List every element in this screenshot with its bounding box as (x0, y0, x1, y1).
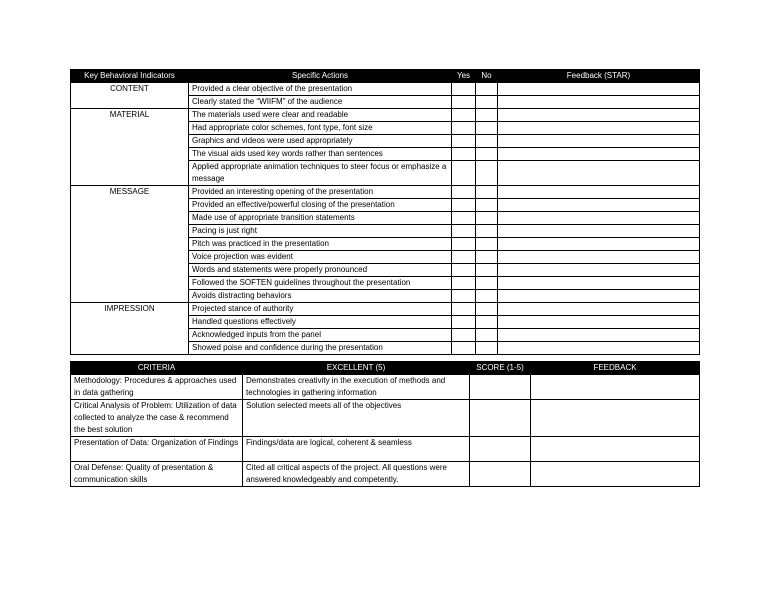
no-cell[interactable] (476, 122, 498, 135)
action-cell: Voice projection was evident (189, 251, 452, 264)
header-feedback-star: Feedback (STAR) (498, 70, 700, 83)
feedback-cell[interactable] (498, 199, 700, 212)
category-cell: IMPRESSION (71, 303, 189, 355)
yes-cell[interactable] (452, 342, 476, 355)
no-cell[interactable] (476, 251, 498, 264)
action-cell: Had appropriate color schemes, font type, font size (189, 122, 452, 135)
feedback-cell[interactable] (498, 251, 700, 264)
header-excellent: EXCELLENT (5) (243, 362, 470, 375)
no-cell[interactable] (476, 264, 498, 277)
excellent-cell: Findings/data are logical, coherent & seamless (243, 437, 470, 462)
table-row (71, 437, 700, 462)
table-header-row (71, 362, 700, 375)
feedback-cell[interactable] (498, 122, 700, 135)
action-cell: Words and statements were properly pronounced (189, 264, 452, 277)
score-cell[interactable] (470, 462, 531, 487)
action-cell: The visual aids used key words rather than sentences (189, 148, 452, 161)
feedback-cell[interactable] (498, 161, 700, 186)
header-specific-actions: Specific Actions (189, 70, 452, 83)
action-cell: Graphics and videos were used appropriately (189, 135, 452, 148)
header-score: SCORE (1-5) (470, 362, 531, 375)
yes-cell[interactable] (452, 109, 476, 122)
feedback-cell[interactable] (498, 109, 700, 122)
feedback-cell[interactable] (531, 400, 700, 437)
yes-cell[interactable] (452, 225, 476, 238)
action-cell: Applied appropriate animation techniques to steer focus or emphasize a message (189, 161, 452, 186)
excellent-cell: Cited all critical aspects of the project. All questions were answered knowledgeably and competently. (243, 462, 470, 487)
criteria-cell: Methodology: Procedures & approaches used in data gathering (71, 375, 243, 400)
yes-cell[interactable] (452, 290, 476, 303)
feedback-cell[interactable] (498, 303, 700, 316)
yes-cell[interactable] (452, 303, 476, 316)
no-cell[interactable] (476, 212, 498, 225)
yes-cell[interactable] (452, 316, 476, 329)
score-cell[interactable] (470, 375, 531, 400)
feedback-cell[interactable] (498, 148, 700, 161)
yes-cell[interactable] (452, 83, 476, 96)
no-cell[interactable] (476, 96, 498, 109)
header-yes: Yes (452, 70, 476, 83)
no-cell[interactable] (476, 342, 498, 355)
table-header-row (71, 70, 700, 83)
table-row (71, 462, 700, 487)
header-no: No (476, 70, 498, 83)
category-cell: MATERIAL (71, 109, 189, 186)
feedback-cell[interactable] (531, 437, 700, 462)
yes-cell[interactable] (452, 186, 476, 199)
header-feedback: FEEDBACK (531, 362, 700, 375)
table-row (71, 109, 700, 122)
action-cell: Pacing is just right (189, 225, 452, 238)
action-cell: Provided an interesting opening of the presentation (189, 186, 452, 199)
no-cell[interactable] (476, 109, 498, 122)
no-cell[interactable] (476, 303, 498, 316)
no-cell[interactable] (476, 161, 498, 186)
action-cell: Avoids distracting behaviors (189, 290, 452, 303)
feedback-cell[interactable] (498, 212, 700, 225)
action-cell: Made use of appropriate transition statements (189, 212, 452, 225)
table-row (71, 83, 700, 96)
feedback-cell[interactable] (498, 329, 700, 342)
feedback-cell[interactable] (498, 316, 700, 329)
category-cell: MESSAGE (71, 186, 189, 303)
yes-cell[interactable] (452, 251, 476, 264)
no-cell[interactable] (476, 277, 498, 290)
header-key-behavioral-indicators: Key Behavioral Indicators (71, 70, 189, 83)
feedback-cell[interactable] (498, 96, 700, 109)
action-cell: Followed the SOFTEN guidelines throughout the presentation (189, 277, 452, 290)
yes-cell[interactable] (452, 199, 476, 212)
no-cell[interactable] (476, 329, 498, 342)
yes-cell[interactable] (452, 148, 476, 161)
action-cell: Provided a clear objective of the presentation (189, 83, 452, 96)
yes-cell[interactable] (452, 212, 476, 225)
feedback-cell[interactable] (531, 462, 700, 487)
no-cell[interactable] (476, 238, 498, 251)
feedback-cell[interactable] (531, 375, 700, 400)
table-row (71, 186, 700, 199)
feedback-cell[interactable] (498, 135, 700, 148)
yes-cell[interactable] (452, 135, 476, 148)
criteria-cell: Oral Defense: Quality of presentation & communication skills (71, 462, 243, 487)
no-cell[interactable] (476, 186, 498, 199)
yes-cell[interactable] (452, 277, 476, 290)
category-cell: CONTENT (71, 83, 189, 109)
table-row (71, 303, 700, 316)
no-cell[interactable] (476, 135, 498, 148)
table-row (71, 400, 700, 437)
score-cell[interactable] (470, 437, 531, 462)
table-row (71, 375, 700, 400)
criteria-cell: Critical Analysis of Problem: Utilization of data collected to analyze the case & recommend the best solution (71, 400, 243, 437)
feedback-cell[interactable] (498, 238, 700, 251)
yes-cell[interactable] (452, 122, 476, 135)
yes-cell[interactable] (452, 329, 476, 342)
no-cell[interactable] (476, 148, 498, 161)
yes-cell[interactable] (452, 264, 476, 277)
feedback-cell[interactable] (498, 83, 700, 96)
action-cell: Clearly stated the “WIIFM” of the audience (189, 96, 452, 109)
score-cell[interactable] (470, 400, 531, 437)
yes-cell[interactable] (452, 96, 476, 109)
yes-cell[interactable] (452, 161, 476, 186)
action-cell: Pitch was practiced in the presentation (189, 238, 452, 251)
criteria-scoring-table (70, 361, 700, 487)
no-cell[interactable] (476, 290, 498, 303)
criteria-cell: Presentation of Data: Organization of Findings (71, 437, 243, 462)
excellent-cell: Demonstrates creativity in the execution of methods and technologies in gathering information (243, 375, 470, 400)
no-cell[interactable] (476, 225, 498, 238)
action-cell: Acknowledged inputs from the panel (189, 329, 452, 342)
header-criteria: CRITERIA (71, 362, 243, 375)
feedback-cell[interactable] (498, 290, 700, 303)
yes-cell[interactable] (452, 238, 476, 251)
feedback-cell[interactable] (498, 277, 700, 290)
action-cell: Provided an effective/powerful closing of the presentation (189, 199, 452, 212)
feedback-cell[interactable] (498, 186, 700, 199)
feedback-cell[interactable] (498, 342, 700, 355)
no-cell[interactable] (476, 316, 498, 329)
feedback-cell[interactable] (498, 264, 700, 277)
action-cell: The materials used were clear and readable (189, 109, 452, 122)
action-cell: Projected stance of authority (189, 303, 452, 316)
excellent-cell: Solution selected meets all of the objectives (243, 400, 470, 437)
no-cell[interactable] (476, 199, 498, 212)
action-cell: Showed poise and confidence during the presentation (189, 342, 452, 355)
feedback-cell[interactable] (498, 225, 700, 238)
behavioral-indicators-table (70, 69, 700, 355)
action-cell: Handled questions effectively (189, 316, 452, 329)
no-cell[interactable] (476, 83, 498, 96)
